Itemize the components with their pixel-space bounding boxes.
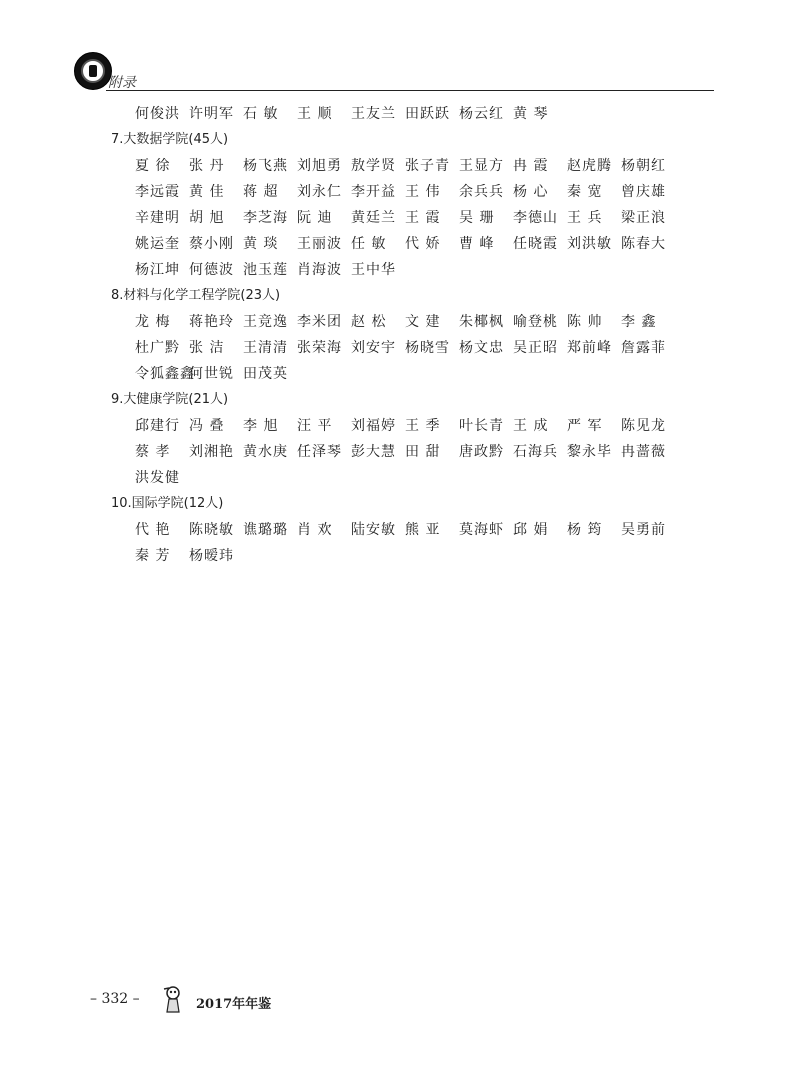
person-name: 谯璐璐 xyxy=(243,522,288,538)
page-number: – 332 – xyxy=(90,991,140,1007)
person-name: 何德波 xyxy=(189,262,234,278)
person-name: 任晓霞 xyxy=(513,236,558,252)
name-row xyxy=(111,153,701,179)
person-name: 代 娇 xyxy=(405,236,441,252)
person-name: 赵虎腾 xyxy=(567,158,612,174)
person-name: 杨暧玮 xyxy=(189,548,234,564)
name-row xyxy=(111,335,701,361)
person-name: 李 旭 xyxy=(243,418,279,434)
person-name: 辛建明 xyxy=(135,210,180,226)
name-list-content xyxy=(111,101,701,569)
name-row xyxy=(111,179,701,205)
person-name: 何俊洪 xyxy=(135,106,180,122)
person-name: 李德山 xyxy=(513,210,558,226)
person-name: 吴勇前 xyxy=(621,522,666,538)
person-name: 熊 亚 xyxy=(405,522,441,538)
person-name: 黄廷兰 xyxy=(351,210,396,226)
university-logo-icon xyxy=(74,52,112,90)
person-name: 洪发健 xyxy=(135,470,180,486)
person-name: 曾庆雄 xyxy=(621,184,666,200)
person-name: 邱 娟 xyxy=(513,522,549,538)
person-name: 赵 松 xyxy=(351,314,387,330)
person-name: 蒋 超 xyxy=(243,184,279,200)
person-name: 蔡小刚 xyxy=(189,236,234,252)
person-name: 詹露菲 xyxy=(621,340,666,356)
section-title: 7.大数据学院(45人) xyxy=(111,132,229,147)
person-name: 陈晓敏 xyxy=(189,522,234,538)
name-row xyxy=(111,205,701,231)
person-name: 王显方 xyxy=(459,158,504,174)
person-name: 刘福婷 xyxy=(351,418,396,434)
person-name: 许明军 xyxy=(189,106,234,122)
name-row xyxy=(111,465,701,491)
person-name: 田 甜 xyxy=(405,444,441,460)
person-name: 蔡 孝 xyxy=(135,444,171,460)
person-name: 张 丹 xyxy=(189,158,225,174)
person-name: 肖 欢 xyxy=(297,522,333,538)
person-name: 肖海波 xyxy=(297,262,342,278)
person-name: 黄 琴 xyxy=(513,106,549,122)
person-name: 李米团 xyxy=(297,314,342,330)
person-name: 王 季 xyxy=(405,418,441,434)
person-name: 杨 心 xyxy=(513,184,549,200)
yearbook-title: 2017年年鉴 xyxy=(196,997,272,1012)
person-name: 夏 徐 xyxy=(135,158,171,174)
person-name: 阮 迪 xyxy=(297,210,333,226)
person-name: 蒋艳玲 xyxy=(189,314,234,330)
person-name: 胡 旭 xyxy=(189,210,225,226)
mascot-icon xyxy=(160,985,186,1013)
person-name: 吴 珊 xyxy=(459,210,495,226)
person-name: 吴正昭 xyxy=(513,340,558,356)
person-name: 唐政黔 xyxy=(459,444,504,460)
person-name: 黄水庚 xyxy=(243,444,288,460)
person-name: 令狐鑫鑫 xyxy=(135,366,195,382)
header-label: 附录 xyxy=(108,75,136,91)
person-name: 石海兵 xyxy=(513,444,558,460)
name-row xyxy=(111,543,701,569)
person-name: 龙 梅 xyxy=(135,314,171,330)
person-name: 田跃跃 xyxy=(405,106,450,122)
person-name: 池玉莲 xyxy=(243,262,288,278)
person-name: 陆安敏 xyxy=(351,522,396,538)
section-title: 8.材料与化学工程学院(23人) xyxy=(111,288,281,303)
person-name: 邱建行 xyxy=(135,418,180,434)
person-name: 王 成 xyxy=(513,418,549,434)
person-name: 张荣海 xyxy=(297,340,342,356)
person-name: 严 军 xyxy=(567,418,603,434)
person-name: 杨云红 xyxy=(459,106,504,122)
person-name: 王清清 xyxy=(243,340,288,356)
person-name: 姚运奎 xyxy=(135,236,180,252)
header-rule xyxy=(106,90,714,91)
person-name: 杜广黔 xyxy=(135,340,180,356)
person-name: 冉蔷薇 xyxy=(621,444,666,460)
name-row xyxy=(111,257,701,283)
person-name: 王 顺 xyxy=(297,106,333,122)
name-row xyxy=(111,517,701,543)
person-name: 莫海虾 xyxy=(459,522,504,538)
name-row xyxy=(111,439,701,465)
person-name: 刘洪敏 xyxy=(567,236,612,252)
person-name: 黄 琰 xyxy=(243,236,279,252)
person-name: 杨朝红 xyxy=(621,158,666,174)
person-name: 黄 佳 xyxy=(189,184,225,200)
person-name: 余兵兵 xyxy=(459,184,504,200)
person-name: 叶长青 xyxy=(459,418,504,434)
person-name: 张子青 xyxy=(405,158,450,174)
person-name: 朱椰枫 xyxy=(459,314,504,330)
person-name: 王中华 xyxy=(351,262,396,278)
name-row xyxy=(111,413,701,439)
person-name: 黎永毕 xyxy=(567,444,612,460)
person-name: 刘永仁 xyxy=(297,184,342,200)
person-name: 杨晓雪 xyxy=(405,340,450,356)
person-name: 任泽琴 xyxy=(297,444,342,460)
name-row xyxy=(111,309,701,335)
person-name: 陈 帅 xyxy=(567,314,603,330)
person-name: 王 伟 xyxy=(405,184,441,200)
person-name: 李远霞 xyxy=(135,184,180,200)
person-name: 王丽波 xyxy=(297,236,342,252)
person-name: 文 建 xyxy=(405,314,441,330)
person-name: 陈见龙 xyxy=(621,418,666,434)
section-title: 9.大健康学院(21人) xyxy=(111,392,229,407)
page-header xyxy=(74,52,714,92)
person-name: 冯 叠 xyxy=(189,418,225,434)
person-name: 刘安宇 xyxy=(351,340,396,356)
person-name: 王 兵 xyxy=(567,210,603,226)
name-row xyxy=(111,231,701,257)
person-name: 曹 峰 xyxy=(459,236,495,252)
person-name: 王友兰 xyxy=(351,106,396,122)
person-name: 杨江坤 xyxy=(135,262,180,278)
person-name: 代 艳 xyxy=(135,522,171,538)
person-name: 敖学贤 xyxy=(351,158,396,174)
person-name: 李开益 xyxy=(351,184,396,200)
person-name: 梁正浪 xyxy=(621,210,666,226)
person-name: 何世锐 xyxy=(189,366,234,382)
person-name: 彭大慧 xyxy=(351,444,396,460)
person-name: 杨飞燕 xyxy=(243,158,288,174)
person-name: 冉 霞 xyxy=(513,158,549,174)
person-name: 张 洁 xyxy=(189,340,225,356)
person-name: 刘旭勇 xyxy=(297,158,342,174)
person-name: 秦 芳 xyxy=(135,548,171,564)
person-name: 任 敏 xyxy=(351,236,387,252)
person-name: 杨 筠 xyxy=(567,522,603,538)
person-name: 喻登桃 xyxy=(513,314,558,330)
person-name: 王 霞 xyxy=(405,210,441,226)
person-name: 陈春大 xyxy=(621,236,666,252)
name-row xyxy=(111,101,701,127)
person-name: 石 敏 xyxy=(243,106,279,122)
name-row xyxy=(111,361,701,387)
person-name: 李 鑫 xyxy=(621,314,657,330)
person-name: 刘湘艳 xyxy=(189,444,234,460)
section-title: 10.国际学院(12人) xyxy=(111,496,224,511)
person-name: 郑前峰 xyxy=(567,340,612,356)
person-name: 李芝海 xyxy=(243,210,288,226)
person-name: 王竞逸 xyxy=(243,314,288,330)
person-name: 杨文忠 xyxy=(459,340,504,356)
person-name: 秦 宽 xyxy=(567,184,603,200)
person-name: 汪 平 xyxy=(297,418,333,434)
person-name: 田茂英 xyxy=(243,366,288,382)
